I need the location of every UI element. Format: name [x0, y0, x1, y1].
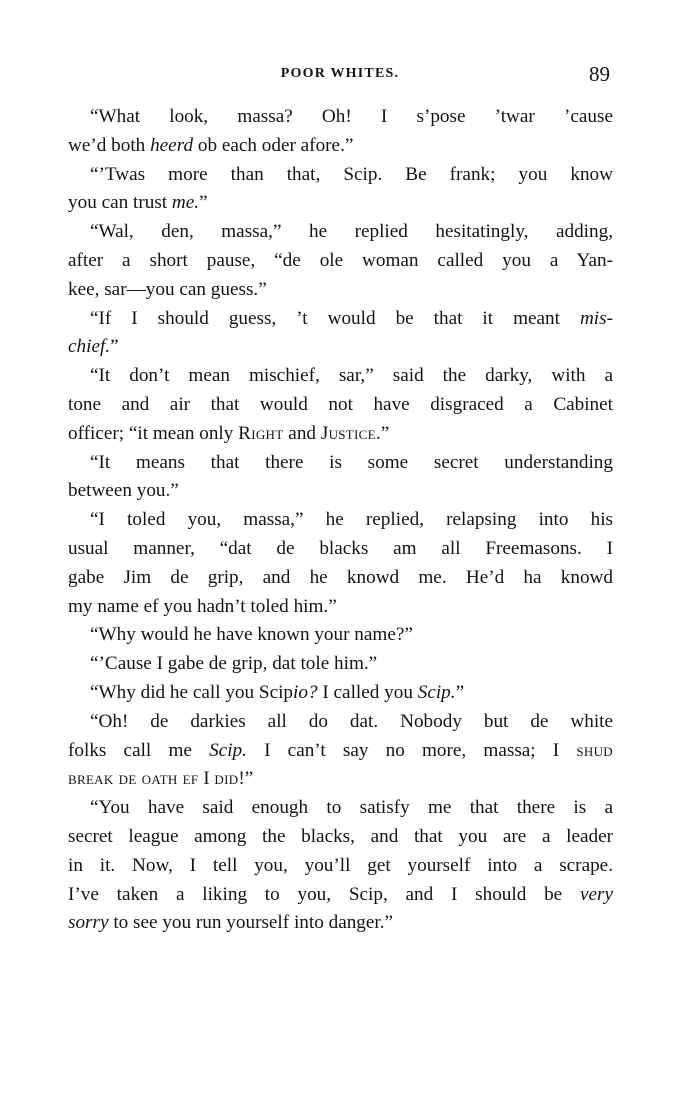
text-line	[68, 449, 613, 478]
text-line	[68, 161, 613, 190]
text-line	[68, 881, 613, 910]
text-line	[68, 852, 613, 881]
small-caps-text: did	[214, 768, 239, 790]
text-line	[68, 679, 613, 708]
running-title: POOR WHITES.	[280, 66, 400, 81]
text-segment: “It means that there is some secret understanding	[90, 451, 613, 473]
text-segment: folks call me	[68, 739, 210, 761]
italic-text: very	[579, 883, 613, 905]
text-segment: and	[283, 422, 321, 444]
text-segment: gabe Jim de grip, and he knowd me. He’d ha knowd	[68, 566, 613, 588]
text-line	[68, 737, 613, 766]
text-segment: !”	[238, 768, 254, 790]
text-line	[68, 477, 613, 506]
italic-text: me.	[171, 192, 200, 214]
text-segment: my name ef you hadn’t toled him.”	[68, 595, 337, 617]
italic-text: heerd	[150, 134, 194, 156]
page-number: 89	[589, 62, 610, 86]
text-segment: “Why did he call you Scip	[90, 681, 294, 703]
text-segment: ”	[455, 681, 465, 703]
small-caps-text: Justice	[320, 422, 376, 444]
italic-text: chief.	[68, 336, 111, 358]
text-segment: to see you run yourself into danger.”	[108, 912, 394, 934]
text-segment: “If I should guess, ’t would be that it meant	[90, 307, 580, 329]
text-line	[68, 276, 613, 305]
text-segment: kee, sar—you can guess.”	[68, 278, 267, 300]
text-segment: between you.”	[68, 480, 179, 502]
text-segment: “Why would he have known your name?”	[90, 624, 413, 646]
text-segment: secret league among the blacks, and that you are a leader	[68, 825, 613, 847]
text-segment: usual manner, “dat de blacks am all Freemasons. I	[68, 537, 613, 559]
text-segment: “You have said enough to satisfy me that there is a	[90, 797, 613, 819]
text-segment: I called you	[317, 681, 418, 703]
running-head	[66, 62, 614, 90]
text-segment: tone and air that would not have disgraced a Cabinet	[68, 393, 613, 415]
text-line	[68, 593, 613, 622]
text-segment: I can’t say no more, massa; I	[246, 739, 577, 761]
text-line	[68, 305, 613, 334]
text-line	[68, 765, 613, 794]
text-line	[68, 708, 613, 737]
text-line	[68, 189, 613, 218]
text-segment: I	[198, 768, 215, 790]
text-segment: ”	[199, 192, 208, 214]
text-line	[68, 535, 613, 564]
text-line	[68, 564, 613, 593]
text-line	[68, 420, 613, 449]
text-segment: “It don’t mean mischief, sar,” said the darky, with a	[90, 365, 613, 387]
text-line	[68, 909, 613, 938]
text-segment: “Oh! de darkies all do dat. Nobody but de white	[90, 710, 613, 732]
italic-text: sorry	[68, 912, 109, 934]
small-caps-text: Right	[238, 422, 284, 444]
text-line	[68, 103, 613, 132]
text-line	[68, 132, 613, 161]
text-segment: “’Cause I gabe de grip, dat tole him.”	[90, 653, 378, 675]
italic-text: mis-	[579, 307, 613, 329]
text-segment: I’ve taken a liking to you, Scip, and I should be	[68, 883, 580, 905]
text-segment: we’d both	[68, 134, 151, 156]
text-line	[68, 333, 613, 362]
text-segment: “I toled you, massa,” he replied, relapsing into his	[90, 509, 613, 531]
text-segment: you can trust	[68, 192, 172, 214]
text-segment: “’Twas more than that, Scip. Be frank; you know	[90, 163, 613, 185]
text-line	[68, 506, 613, 535]
body-text	[68, 103, 613, 938]
italic-text: Scip.	[209, 739, 247, 761]
text-segment: officer; “it mean only	[68, 422, 239, 444]
text-segment: “Wal, den, massa,” he replied hesitatingly, adding,	[90, 221, 613, 243]
text-segment: after a short pause, “de ole woman called you a Yan-	[68, 249, 613, 271]
text-line	[68, 650, 613, 679]
text-line	[68, 247, 613, 276]
text-line	[68, 823, 613, 852]
text-segment: “What look, massa? Oh! I s’pose ’twar ’cause	[90, 106, 613, 127]
text-segment: ”	[110, 336, 119, 358]
text-line	[68, 218, 613, 247]
small-caps-text: break de oath ef	[68, 768, 199, 790]
small-caps-text: shud	[576, 739, 613, 761]
text-line	[68, 362, 613, 391]
text-line	[68, 794, 613, 823]
text-segment: .”	[375, 422, 390, 444]
text-segment: ob each oder afore.”	[193, 134, 354, 156]
italic-text: Scip.	[417, 681, 456, 703]
italic-text: io?	[293, 681, 318, 703]
text-line	[68, 621, 613, 650]
text-segment: in it. Now, I tell you, you’ll get yourself into a scrape.	[68, 854, 613, 876]
text-line	[68, 391, 613, 420]
